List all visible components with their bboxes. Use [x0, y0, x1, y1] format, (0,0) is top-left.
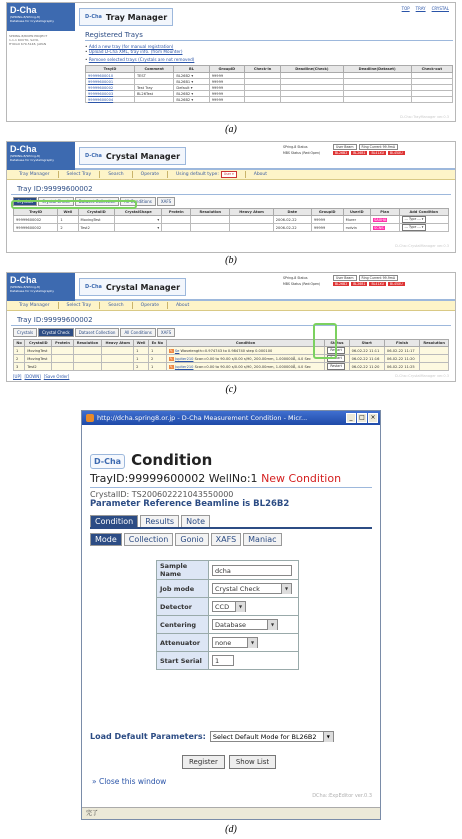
menu-search[interactable]: Search	[100, 302, 132, 309]
group-id-cell: 99999	[209, 97, 244, 103]
cell: 3	[14, 363, 25, 371]
dcha-mark: D-Cha	[90, 454, 125, 469]
tab-mode[interactable]: Mode	[90, 533, 122, 546]
bullet: •	[85, 57, 89, 62]
close-icon[interactable]: ×	[368, 413, 378, 423]
tab-collection[interactable]: Collection	[124, 533, 174, 546]
cell: 2	[14, 355, 25, 363]
menu-tray-manager[interactable]: Tray Manager	[11, 171, 59, 178]
group-id-cell: 99999	[209, 73, 244, 79]
inst-line: SPRING-8/RIKEN PROJECT	[9, 34, 48, 38]
inst-line: 1-1-1 KOUTO, SAYO,	[9, 38, 40, 42]
tag-badge: ✎	[169, 348, 173, 353]
cell: 2006-02-22	[273, 224, 311, 232]
bl-select[interactable]: Default ▾	[174, 85, 209, 91]
cell: 1	[14, 347, 25, 355]
col-header: Resolution	[420, 340, 449, 347]
cell: 06-02-22 11:20	[349, 363, 384, 371]
status-box	[283, 144, 451, 155]
panel-crystal-manager-b	[6, 141, 456, 253]
cell: 06-02-22 11:17	[384, 347, 419, 355]
cell: Murer	[343, 216, 370, 224]
mbs-status-label: MBS Status (Red:Open)	[283, 151, 321, 155]
bl-select[interactable]: BL26B2 ▾	[174, 91, 209, 97]
tray-id-title: Tray ID:99999600002	[11, 182, 451, 195]
comment-cell: Test Tray	[134, 85, 173, 91]
mode-form	[156, 560, 299, 670]
dcha-mark: D-Cha	[85, 153, 102, 159]
panel-tray-manager	[6, 2, 456, 122]
restart-button[interactable]: Restart	[327, 363, 344, 370]
cell: MovingTest	[78, 216, 115, 224]
condition-text: Wavelength=0.974743 to 0.984740 step 0.000100	[180, 348, 273, 353]
default-type-label: Using default type:	[175, 172, 219, 177]
chevron-down-icon: ▼	[235, 602, 245, 612]
col-header: Ex No	[148, 340, 166, 347]
tray-table	[85, 65, 453, 103]
logo-sub2: Database for Crystallography	[10, 19, 55, 23]
load-defaults-select[interactable]: Select Default Mode for BL26B2 ▼	[210, 731, 334, 742]
ring-current: Ring Current 99.9mA	[359, 275, 399, 281]
cell: Test2	[78, 224, 115, 232]
version-footer: D-Cha::TrayManager ver.0.3	[400, 115, 449, 119]
sub-tabs	[90, 533, 372, 546]
action-links	[85, 44, 453, 62]
field-label: Detector	[157, 598, 209, 616]
tab-gonio[interactable]: Gonio	[175, 533, 208, 546]
tab-crystals[interactable]: Crystals	[13, 197, 37, 206]
panel-crystal-manager-c	[6, 272, 456, 382]
dcha-logo	[7, 142, 75, 170]
mbs-flag: BL26B1	[353, 151, 366, 155]
form-row	[157, 616, 299, 634]
tag-badge: ✎	[169, 356, 173, 361]
col-header: Protein	[162, 209, 191, 216]
cell: 06-02-22 11:25	[384, 363, 419, 371]
col-header: Add Condition	[399, 209, 449, 216]
form-row	[157, 652, 299, 670]
menu-about[interactable]: About	[253, 172, 268, 177]
sample-name-input[interactable]: dcha	[212, 565, 292, 576]
col-header: Resolution	[73, 340, 102, 347]
mbs-flag: BL45XU	[390, 151, 403, 155]
bullet: •	[85, 44, 89, 49]
mbs-flag: BL45XU	[390, 282, 403, 286]
maximize-icon[interactable]: □	[357, 413, 367, 423]
cell: 2	[58, 224, 78, 232]
col-header: No	[14, 340, 25, 347]
section-title: Registered Trays	[85, 31, 453, 41]
menu-operate[interactable]: Operate	[133, 302, 168, 309]
condition-cell	[166, 355, 325, 363]
form-row	[157, 561, 299, 580]
form-row	[157, 580, 299, 598]
dcha-mark: D-Cha	[85, 14, 102, 20]
new-condition-label: New Condition	[261, 472, 342, 485]
cell: 99999600002	[14, 224, 58, 232]
comment-cell	[134, 97, 173, 103]
field-label: Sample Name	[157, 561, 209, 580]
highlight-box	[313, 323, 337, 359]
page-title: Tray Manager	[105, 12, 168, 22]
cell: 1	[148, 363, 166, 371]
chevron-down-icon: ▼	[247, 638, 257, 648]
cell: 06-02-22 11:16	[349, 355, 384, 363]
top-links	[402, 6, 449, 11]
cell: 06-02-22 11:20	[384, 355, 419, 363]
logo-sub1: (SPRING-8/SPring-8)	[10, 154, 41, 158]
cell: MovingTest	[25, 347, 52, 355]
menu-operate[interactable]: Operate	[133, 171, 168, 178]
cell: 1	[134, 347, 149, 355]
logo-text: D-Cha	[10, 5, 37, 15]
nav-menu	[7, 170, 455, 180]
col-header: Comment	[134, 66, 173, 73]
app-tab	[79, 147, 186, 165]
add-condition-select[interactable]: --- Type --- ▾	[402, 224, 427, 231]
cell: 2006-02-22	[273, 216, 311, 224]
tab-xafs[interactable]: XAFS	[211, 533, 242, 546]
col-header: CrystalID	[78, 209, 115, 216]
chevron-down-icon: ▼	[323, 732, 333, 742]
tab-all-conditions[interactable]: All Conditions	[120, 197, 155, 206]
col-header: Date	[273, 209, 311, 216]
chevron-down-icon: ▼	[281, 584, 291, 594]
inst-line: HYOGO 679-5148, JAPAN	[9, 42, 47, 46]
group-id-cell: 99999	[209, 91, 244, 97]
tab-dataset-collection[interactable]: Dataset Collection	[75, 328, 120, 337]
tag-badge: ✎	[169, 364, 173, 369]
job-mode-select[interactable]: Crystal Check ▼	[212, 583, 292, 594]
show-list-button[interactable]: Show List	[229, 755, 276, 769]
col-header: Condition	[166, 340, 325, 347]
condition-heading: Condition	[131, 451, 213, 469]
mbs-flag: BL26B1	[353, 282, 366, 286]
mbs-flag: BL26B2	[335, 151, 348, 155]
ring-current: Ring Current 99.9mA	[359, 144, 399, 150]
field-label: Start Serial	[157, 652, 209, 670]
form-row	[157, 598, 299, 616]
cell: MovingTest	[25, 355, 52, 363]
browser-icon	[86, 414, 94, 422]
bl-select[interactable]: BL26B1 ▾	[174, 79, 209, 85]
crystal-table	[13, 208, 449, 232]
col-header: GroupID	[209, 66, 244, 73]
field-label: Attenuator	[157, 634, 209, 652]
col-header: Deadline(Dataset)	[343, 66, 411, 73]
save-order-link[interactable]: [Save Order]	[43, 374, 70, 379]
shape-select[interactable]: ▾	[115, 224, 162, 232]
comment-cell: TEST	[134, 73, 173, 79]
col-header: Protein	[52, 340, 73, 347]
window-title: http://dcha.spring8.or.jp - D-Cha Measurement Condition - Micr...	[97, 414, 308, 422]
start-serial-input[interactable]: 1	[212, 655, 234, 666]
tray-id-link[interactable]: 99999600003	[88, 91, 114, 96]
tray-well-text: TrayID:99999600002 WellNo:1	[90, 472, 258, 485]
caption-b: (b)	[225, 255, 237, 266]
window-body	[82, 425, 380, 811]
remove-trays-link[interactable]: Remove selected trays (Crystals are not removed)	[88, 57, 195, 62]
table-row	[86, 97, 453, 103]
window-titlebar	[82, 411, 380, 425]
detector-select[interactable]: CCD ▼	[212, 601, 246, 612]
field-label: Centering	[157, 616, 209, 634]
col-header: Heavy Atom	[102, 340, 134, 347]
plan-badge[interactable]: SCNS	[373, 225, 384, 230]
tray-id-link[interactable]: 99999600004	[88, 97, 114, 102]
cell: rvdvin	[343, 224, 370, 232]
tray-id-link[interactable]: 99999600010	[88, 73, 114, 78]
version-footer: D-Cha::CrystalManager ver.0.3	[395, 244, 449, 248]
tab-results[interactable]: Results	[140, 515, 179, 527]
tab-all-conditions[interactable]: All Conditions	[120, 328, 155, 337]
spring8-status-label: SPring-8 Status	[283, 145, 308, 149]
beam-status: User Beam	[333, 144, 357, 150]
tab-note[interactable]: Note	[181, 515, 210, 527]
col-header: UserID	[343, 209, 370, 216]
dcha-logo	[7, 3, 75, 31]
table-row	[14, 363, 449, 371]
mbs-status-label: MBS Status (Red:Open)	[283, 282, 321, 286]
add-condition-select[interactable]: --- Type --- ▾	[402, 216, 427, 223]
restart-button[interactable]: Restart	[327, 347, 344, 354]
bullet: •	[85, 49, 89, 54]
logo-sub2: Database for Crystallography	[10, 158, 55, 162]
tab-maniac[interactable]: Maniac	[243, 533, 281, 546]
menu-select-tray[interactable]: Select Tray	[59, 171, 101, 178]
condition-cell	[166, 347, 325, 355]
header	[7, 3, 455, 33]
col-header: Check-out	[411, 66, 452, 73]
tab-crystals[interactable]: Crystals	[13, 328, 37, 337]
version-footer: D-Cha::CrystalManager ver.0.3	[395, 374, 449, 378]
upload-xml-link[interactable]: Upload D-Cha XML, tray info. (from Mounter)	[88, 49, 183, 54]
group-id-cell: 99999	[209, 85, 244, 91]
table-row	[14, 347, 449, 355]
logo-text: D-Cha	[10, 275, 37, 285]
bl-select[interactable]: BL26B2 ▾	[174, 97, 209, 103]
form-row	[157, 634, 299, 652]
move-down-link[interactable]: [DOWN]	[24, 374, 41, 379]
tray-id-link[interactable]: 99999600002	[88, 85, 114, 90]
condition-text: Scan=0.00 to 90.00 s/0.00 s/90, 200.00mm, 1.000000Å, 4.0 Sec	[194, 364, 311, 369]
logo-sub2: Database for Crystallography	[10, 289, 55, 293]
tab-dataset-collection[interactable]: Dataset Collection	[75, 197, 120, 206]
logo-sub1: (SPRING-8/SPring-8)	[10, 15, 41, 19]
cell: 06-02-22 11:11	[349, 347, 384, 355]
menu-tray-manager[interactable]: Tray Manager	[11, 302, 59, 309]
col-header: BL	[174, 66, 209, 73]
col-header: Status	[325, 340, 349, 347]
logo-sub1: (SPRING-8/SPring-8)	[10, 285, 41, 289]
tab-xafs[interactable]: XAFS	[157, 197, 175, 206]
version-footer: DCha::ExpEditor ver.0.3	[312, 793, 372, 799]
table-row	[14, 355, 449, 363]
tray-well-line	[90, 472, 372, 488]
mbs-flag: BL41XU	[371, 151, 385, 155]
minimize-icon[interactable]: _	[346, 413, 356, 423]
menu-about[interactable]: About	[175, 303, 190, 308]
caption-a: (a)	[225, 124, 237, 135]
plan-badge[interactable]: SAXHA	[373, 217, 387, 222]
dcha-logo	[7, 273, 75, 301]
group-id-cell: 99999	[209, 79, 244, 85]
main-tabs	[90, 515, 372, 529]
page-title: Crystal Manager	[105, 151, 181, 161]
shape-select[interactable]: ▾	[115, 216, 162, 224]
spring8-status-label: SPring-8 Status	[283, 276, 308, 280]
link-top[interactable]: TOP	[401, 6, 410, 11]
add-tray-link[interactable]: Add a new tray (for manual registration)	[88, 44, 174, 49]
register-button[interactable]: Register	[182, 755, 225, 769]
cell: 99999	[311, 224, 343, 232]
status-text: 完了	[86, 810, 99, 817]
cell: 2	[134, 363, 149, 371]
app-tab	[79, 8, 173, 26]
bl-select[interactable]: BL26B2 ▾	[174, 73, 209, 79]
sub-tabs	[13, 328, 455, 337]
type-select[interactable]: User ▾	[221, 171, 237, 178]
action-buttons	[182, 755, 276, 769]
menu-search[interactable]: Search	[100, 171, 132, 178]
nav-menu	[7, 301, 455, 311]
col-header: TrayID	[86, 66, 135, 73]
cell: 1	[148, 347, 166, 355]
attenuator-select[interactable]: none ▼	[212, 637, 258, 648]
move-up-link[interactable]: [UP]	[13, 374, 22, 379]
condition-window	[81, 410, 381, 820]
chevron-down-icon: ▼	[267, 620, 277, 630]
header	[7, 142, 455, 170]
col-header: Well	[134, 340, 149, 347]
comment-cell: BL26Test	[134, 91, 173, 97]
col-header: TrayID	[14, 209, 58, 216]
restart-button[interactable]: Restart	[327, 355, 344, 362]
cell: 1	[134, 355, 149, 363]
cell: Test2	[25, 363, 52, 371]
condition-cell	[166, 363, 325, 371]
tray-id-link[interactable]: 99999600001	[88, 79, 114, 84]
field-label: Job mode	[157, 580, 209, 598]
table-row	[14, 216, 449, 224]
tab-crystal-check[interactable]: Crystal Check	[38, 328, 74, 337]
col-header: Well	[58, 209, 78, 216]
load-defaults	[90, 731, 334, 742]
caption-c: (c)	[225, 384, 237, 395]
browser-status-bar	[82, 807, 381, 819]
col-header: Plan	[370, 209, 399, 216]
tab-condition[interactable]: Condition	[90, 515, 138, 527]
load-defaults-label: Load Default Parameters:	[90, 732, 206, 741]
tab-crystal-check[interactable]: Crystal Check	[38, 197, 74, 206]
default-type	[168, 171, 246, 178]
centering-select[interactable]: Database ▼	[212, 619, 278, 630]
check-table	[13, 339, 449, 371]
col-header: Start	[349, 340, 384, 347]
col-header: CrystalID	[25, 340, 52, 347]
app-tab	[79, 278, 186, 296]
status-box	[283, 275, 451, 286]
order-links	[13, 374, 455, 379]
highlight-box	[11, 200, 137, 209]
header	[7, 273, 455, 301]
link-tray[interactable]: TRAY	[415, 6, 426, 11]
mbs-flag: BL41XU	[371, 282, 385, 286]
condition-tag-link[interactable]: Jupiter210	[174, 364, 194, 369]
window-controls	[346, 413, 378, 423]
cell: 1	[58, 216, 78, 224]
col-header: Resolution	[191, 209, 230, 216]
tray-id-title: Tray ID:99999600002	[11, 313, 451, 326]
mbs-flag: BL26B2	[335, 282, 348, 286]
link-crystal[interactable]: CRYSTAL	[431, 6, 449, 11]
condition-tag-link[interactable]: Se	[174, 348, 180, 353]
col-header: CrystalShape	[115, 209, 162, 216]
col-header: Deadline(Check)	[281, 66, 343, 73]
page-title: Crystal Manager	[105, 282, 181, 292]
dcha-mark: D-Cha	[85, 284, 102, 290]
menu-select-tray[interactable]: Select Tray	[59, 302, 101, 309]
col-header: Heavy Atom	[230, 209, 273, 216]
table-row	[14, 224, 449, 232]
logo-text: D-Cha	[10, 144, 37, 154]
col-header: Check-in	[244, 66, 280, 73]
condition-tag-link[interactable]: Jupiter210	[174, 356, 194, 361]
beam-status: User Beam	[333, 275, 357, 281]
cell: 2	[148, 355, 166, 363]
col-header: Finish	[384, 340, 419, 347]
col-header: GroupID	[311, 209, 343, 216]
caption-d: (d)	[225, 824, 237, 835]
tab-xafs[interactable]: XAFS	[157, 328, 175, 337]
ref-beamline: Parameter Reference Beamline is BL26B2	[90, 499, 290, 509]
cell: 99999600002	[14, 216, 58, 224]
crystal-id: CrystalID: TS200602221043550000	[90, 490, 234, 499]
condition-text: Scan=0.00 to 90.00 s/0.00 s/90, 200.00mm, 1.000000Å, 4.0 Sec	[194, 356, 311, 361]
cell: 99999	[311, 216, 343, 224]
institution	[9, 34, 47, 46]
close-window-link[interactable]: » Close this window	[92, 777, 167, 786]
condition-header	[90, 429, 372, 469]
